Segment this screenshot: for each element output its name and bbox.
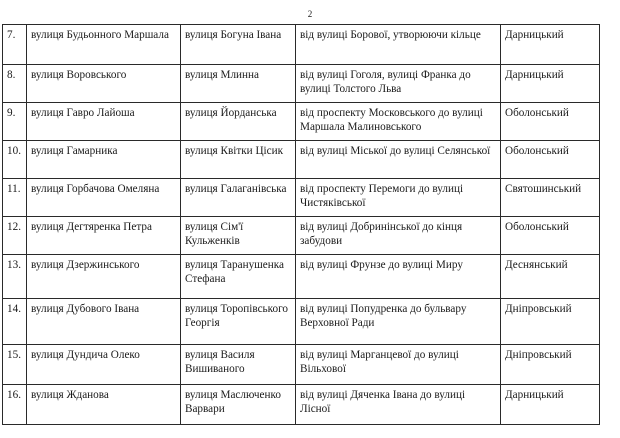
- street-range: від вулиці Міської до вулиці Селянської: [296, 141, 501, 179]
- district-name: Дніпровський: [501, 345, 600, 385]
- district-name: Дарницький: [501, 25, 600, 65]
- street-range: від вулиці Гоголя, вулиці Франка до вулиці Толстого Льва: [296, 65, 501, 103]
- district-name: Дарницький: [501, 385, 600, 425]
- old-street-name: вулиця Воровського: [27, 65, 181, 103]
- old-street-name: вулиця Дундича Олеко: [27, 345, 181, 385]
- row-number: 9.: [3, 103, 27, 141]
- new-street-name: вулиця Квітки Цісик: [181, 141, 296, 179]
- row-number: 14.: [3, 299, 27, 345]
- street-renaming-table: [2, 24, 600, 425]
- district-name: Оболонський: [501, 103, 600, 141]
- row-number: 16.: [3, 385, 27, 425]
- new-street-name: вулиця Богуна Івана: [181, 25, 296, 65]
- row-number: 13.: [3, 255, 27, 299]
- new-street-name: вулиця Сім'ї Кульженків: [181, 217, 296, 255]
- new-street-name: вулиця Таранушенка Стефана: [181, 255, 296, 299]
- table-row: [3, 65, 600, 103]
- old-street-name: вулиця Будьонного Маршала: [27, 25, 181, 65]
- district-name: Деснянський: [501, 255, 600, 299]
- table-row: [3, 255, 600, 299]
- street-range: від вулиці Дяченка Івана до вулиці Лісної: [296, 385, 501, 425]
- table-row: [3, 217, 600, 255]
- new-street-name: вулиця Йорданська: [181, 103, 296, 141]
- old-street-name: вулиця Гамарника: [27, 141, 181, 179]
- district-name: Оболонський: [501, 141, 600, 179]
- table-row: [3, 385, 600, 425]
- old-street-name: вулиця Жданова: [27, 385, 181, 425]
- old-street-name: вулиця Дегтяренка Петра: [27, 217, 181, 255]
- row-number: 10.: [3, 141, 27, 179]
- table-row: [3, 345, 600, 385]
- old-street-name: вулиця Гавро Лайоша: [27, 103, 181, 141]
- street-range: від проспекту Перемоги до вулиці Чистяківської: [296, 179, 501, 217]
- row-number: 12.: [3, 217, 27, 255]
- table-row: [3, 141, 600, 179]
- new-street-name: вулиця Маслюченко Варвари: [181, 385, 296, 425]
- new-street-name: вулиця Торопівського Георгія: [181, 299, 296, 345]
- district-name: Дарницький: [501, 65, 600, 103]
- street-range: від проспекту Московського до вулиці Маршала Малиновського: [296, 103, 501, 141]
- district-name: Оболонський: [501, 217, 600, 255]
- row-number: 8.: [3, 65, 27, 103]
- old-street-name: вулиця Дзержинського: [27, 255, 181, 299]
- old-street-name: вулиця Горбачова Омеляна: [27, 179, 181, 217]
- street-range: від вулиці Попудренка до бульвару Верховної Ради: [296, 299, 501, 345]
- street-range: від вулиці Добринінської до кінця забудови: [296, 217, 501, 255]
- row-number: 15.: [3, 345, 27, 385]
- page-number: 2: [307, 9, 313, 19]
- table-row: [3, 299, 600, 345]
- row-number: 11.: [3, 179, 27, 217]
- street-range: від вулиці Фрунзе до вулиці Миру: [296, 255, 501, 299]
- new-street-name: вулиця Василя Вишиваного: [181, 345, 296, 385]
- old-street-name: вулиця Дубового Івана: [27, 299, 181, 345]
- street-range: від вулиці Марганцевої до вулиці Вільхової: [296, 345, 501, 385]
- district-name: Дніпровський: [501, 299, 600, 345]
- table-row: [3, 179, 600, 217]
- new-street-name: вулиця Галаганівська: [181, 179, 296, 217]
- row-number: 7.: [3, 25, 27, 65]
- table-row: [3, 25, 600, 65]
- district-name: Святошинський: [501, 179, 600, 217]
- new-street-name: вулиця Млинна: [181, 65, 296, 103]
- table-row: [3, 103, 600, 141]
- street-range: від вулиці Борової, утворюючи кільце: [296, 25, 501, 65]
